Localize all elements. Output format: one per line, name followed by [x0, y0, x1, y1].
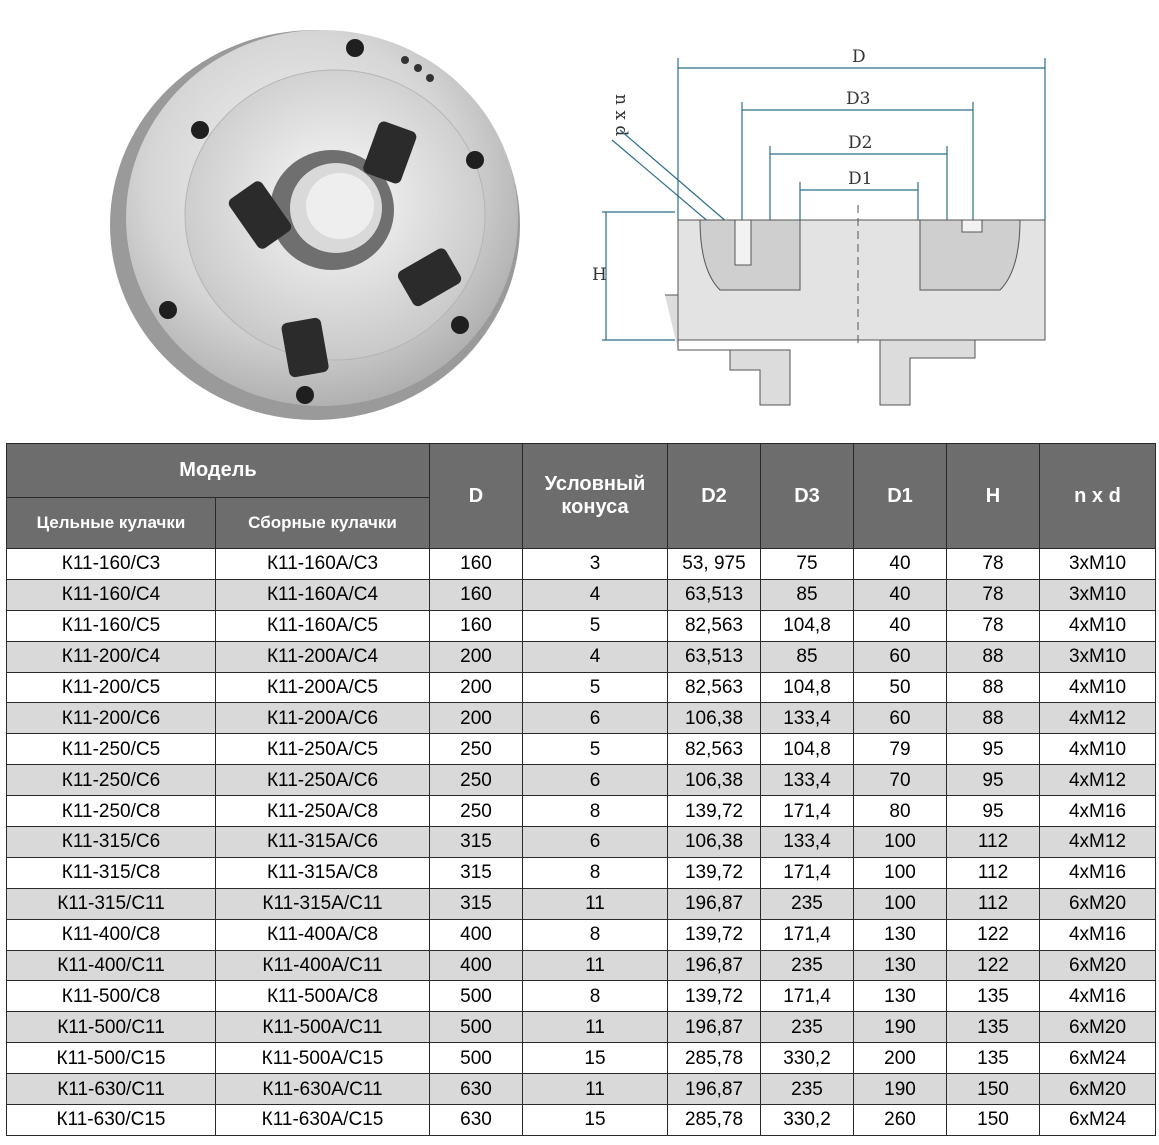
cell-H: 78	[947, 549, 1040, 580]
cell-H: 112	[947, 827, 1040, 858]
cell-D2: 139,72	[668, 857, 761, 888]
cell-nxd: 4хМ10	[1040, 734, 1156, 765]
cell-model-assembled: К11-200А/С4	[216, 641, 430, 672]
table-row	[7, 765, 1156, 796]
cell-D: 200	[430, 641, 523, 672]
table-row	[7, 610, 1156, 641]
cell-model-solid: К11-160/С3	[7, 549, 216, 580]
cell-cone: 3	[523, 549, 668, 580]
cell-D: 400	[430, 950, 523, 981]
cell-model-solid: К11-400/С11	[7, 950, 216, 981]
cell-nxd: 6хМ20	[1040, 950, 1156, 981]
table-row	[7, 1043, 1156, 1074]
cell-H: 78	[947, 610, 1040, 641]
cell-D: 160	[430, 549, 523, 580]
cell-H: 150	[947, 1074, 1040, 1105]
cell-D3: 171,4	[761, 796, 854, 827]
cell-D3: 133,4	[761, 827, 854, 858]
table-row	[7, 919, 1156, 950]
table-row	[7, 888, 1156, 919]
cell-D2: 63,513	[668, 641, 761, 672]
cell-D1: 79	[854, 734, 947, 765]
cell-model-assembled: К11-500А/С15	[216, 1043, 430, 1074]
cell-D: 315	[430, 857, 523, 888]
cell-H: 95	[947, 796, 1040, 827]
cell-cone: 8	[523, 857, 668, 888]
table-row	[7, 1012, 1156, 1043]
cell-nxd: 3хМ10	[1040, 641, 1156, 672]
cell-nxd: 4хМ12	[1040, 827, 1156, 858]
cell-nxd: 4хМ16	[1040, 857, 1156, 888]
cell-D1: 40	[854, 549, 947, 580]
header-D2: D2	[668, 444, 761, 549]
cell-cone: 5	[523, 610, 668, 641]
cell-D: 315	[430, 827, 523, 858]
cell-D2: 82,563	[668, 610, 761, 641]
cell-nxd: 4хМ12	[1040, 765, 1156, 796]
table-row	[7, 827, 1156, 858]
cell-model-assembled: К11-315А/С6	[216, 827, 430, 858]
cell-model-assembled: К11-200А/С6	[216, 703, 430, 734]
cell-model-solid: К11-630/С11	[7, 1074, 216, 1105]
cell-D: 400	[430, 919, 523, 950]
cell-model-solid: К11-500/С8	[7, 981, 216, 1012]
table-row	[7, 950, 1156, 981]
cell-cone: 6	[523, 765, 668, 796]
cell-H: 88	[947, 672, 1040, 703]
cell-model-solid: К11-400/С8	[7, 919, 216, 950]
cell-D2: 196,87	[668, 888, 761, 919]
cell-D1: 60	[854, 703, 947, 734]
cell-D2: 82,563	[668, 672, 761, 703]
cell-D3: 171,4	[761, 919, 854, 950]
cell-model-solid: К11-200/С5	[7, 672, 216, 703]
cell-model-solid: К11-500/С11	[7, 1012, 216, 1043]
cell-D2: 82,563	[668, 734, 761, 765]
cell-D: 630	[430, 1105, 523, 1136]
cell-D: 500	[430, 1012, 523, 1043]
cell-D: 160	[430, 610, 523, 641]
cell-nxd: 3хМ10	[1040, 549, 1156, 580]
cell-D1: 260	[854, 1105, 947, 1136]
table-row	[7, 641, 1156, 672]
cell-D1: 60	[854, 641, 947, 672]
cell-H: 112	[947, 888, 1040, 919]
cell-D1: 70	[854, 765, 947, 796]
cell-D2: 106,38	[668, 765, 761, 796]
cell-cone: 8	[523, 981, 668, 1012]
cell-D1: 100	[854, 888, 947, 919]
table-row	[7, 703, 1156, 734]
cell-D3: 330,2	[761, 1105, 854, 1136]
cell-cone: 8	[523, 796, 668, 827]
cell-cone: 11	[523, 888, 668, 919]
header-assembled-jaws: Сборные кулачки	[216, 498, 430, 549]
cell-H: 135	[947, 1012, 1040, 1043]
cell-D2: 285,78	[668, 1043, 761, 1074]
table-row	[7, 549, 1156, 580]
cell-model-solid: К11-160/С4	[7, 579, 216, 610]
cell-cone: 6	[523, 703, 668, 734]
cell-D1: 130	[854, 950, 947, 981]
lathe-chuck-photo	[100, 10, 520, 420]
cell-D3: 235	[761, 1012, 854, 1043]
cell-D2: 106,38	[668, 703, 761, 734]
cell-D: 630	[430, 1074, 523, 1105]
dimension-D3: D3	[846, 89, 871, 109]
cell-nxd: 6хМ20	[1040, 888, 1156, 919]
cell-cone: 15	[523, 1043, 668, 1074]
cell-D3: 104,8	[761, 672, 854, 703]
dimension-nxd: n x d	[611, 94, 631, 137]
cell-D1: 100	[854, 827, 947, 858]
cell-cone: 11	[523, 1074, 668, 1105]
cell-D3: 104,8	[761, 734, 854, 765]
table-row	[7, 579, 1156, 610]
cell-D: 200	[430, 672, 523, 703]
cell-D1: 50	[854, 672, 947, 703]
cell-model-solid: К11-315/С11	[7, 888, 216, 919]
dimension-H: H	[592, 265, 607, 285]
cell-model-assembled: К11-160А/С3	[216, 549, 430, 580]
header-solid-jaws: Цельные кулачки	[7, 498, 216, 549]
cell-D2: 285,78	[668, 1105, 761, 1136]
cell-cone: 5	[523, 672, 668, 703]
table-row	[7, 981, 1156, 1012]
cell-model-assembled: К11-500А/С8	[216, 981, 430, 1012]
cell-model-solid: К11-160/С5	[7, 610, 216, 641]
cell-D2: 196,87	[668, 1012, 761, 1043]
cell-H: 78	[947, 579, 1040, 610]
header-nxd: n x d	[1040, 444, 1156, 549]
header-model: Модель	[7, 444, 430, 498]
table-row	[7, 796, 1156, 827]
cell-cone: 11	[523, 950, 668, 981]
cell-D1: 200	[854, 1043, 947, 1074]
cell-D3: 104,8	[761, 610, 854, 641]
cell-model-solid: К11-315/С8	[7, 857, 216, 888]
cell-D2: 196,87	[668, 950, 761, 981]
cell-model-solid: К11-200/С6	[7, 703, 216, 734]
cell-model-solid: К11-250/С5	[7, 734, 216, 765]
table-row	[7, 1105, 1156, 1136]
table-row	[7, 734, 1156, 765]
cell-nxd: 6хМ24	[1040, 1105, 1156, 1136]
cell-model-solid: К11-250/С8	[7, 796, 216, 827]
cell-model-assembled: К11-160А/С5	[216, 610, 430, 641]
cell-D2: 139,72	[668, 981, 761, 1012]
cell-nxd: 4хМ12	[1040, 703, 1156, 734]
cell-model-assembled: К11-500А/С11	[216, 1012, 430, 1043]
cell-D3: 133,4	[761, 703, 854, 734]
header-D3: D3	[761, 444, 854, 549]
table-row	[7, 1074, 1156, 1105]
cell-D3: 235	[761, 950, 854, 981]
cell-model-assembled: К11-315А/С11	[216, 888, 430, 919]
header-D: D	[430, 444, 523, 549]
header-cone: Условный конуса	[523, 444, 668, 549]
cell-D2: 139,72	[668, 919, 761, 950]
cell-D1: 100	[854, 857, 947, 888]
cell-model-solid: К11-315/С6	[7, 827, 216, 858]
cell-model-assembled: К11-400А/С8	[216, 919, 430, 950]
cell-cone: 5	[523, 734, 668, 765]
cell-D: 250	[430, 765, 523, 796]
cell-model-solid: К11-500/С15	[7, 1043, 216, 1074]
table-row	[7, 672, 1156, 703]
cell-nxd: 4хМ16	[1040, 981, 1156, 1012]
cell-H: 88	[947, 703, 1040, 734]
table-body	[7, 549, 1156, 1136]
cell-nxd: 4хМ16	[1040, 919, 1156, 950]
cell-model-assembled: К11-250А/С5	[216, 734, 430, 765]
cell-cone: 6	[523, 827, 668, 858]
cell-nxd: 4хМ10	[1040, 672, 1156, 703]
cell-D: 500	[430, 1043, 523, 1074]
cell-model-solid: К11-200/С4	[7, 641, 216, 672]
cell-H: 95	[947, 765, 1040, 796]
cell-D3: 75	[761, 549, 854, 580]
cell-D1: 190	[854, 1074, 947, 1105]
cell-model-assembled: К11-315А/С8	[216, 857, 430, 888]
cell-D1: 40	[854, 610, 947, 641]
cell-nxd: 6хМ20	[1040, 1012, 1156, 1043]
cell-D3: 171,4	[761, 981, 854, 1012]
cell-D: 250	[430, 796, 523, 827]
cell-D3: 235	[761, 888, 854, 919]
cell-H: 88	[947, 641, 1040, 672]
cell-D1: 190	[854, 1012, 947, 1043]
cell-model-assembled: К11-160А/С4	[216, 579, 430, 610]
cell-H: 135	[947, 1043, 1040, 1074]
cell-cone: 11	[523, 1012, 668, 1043]
chuck-section-drawing	[590, 40, 1060, 420]
dimension-D1: D1	[848, 169, 873, 189]
cell-D3: 85	[761, 579, 854, 610]
cell-cone: 15	[523, 1105, 668, 1136]
cell-nxd: 6хМ24	[1040, 1043, 1156, 1074]
cell-D: 250	[430, 734, 523, 765]
cell-model-assembled: К11-630А/С15	[216, 1105, 430, 1136]
cell-H: 95	[947, 734, 1040, 765]
cell-D1: 80	[854, 796, 947, 827]
cell-D1: 130	[854, 981, 947, 1012]
dimension-D: D	[852, 47, 866, 67]
cell-H: 150	[947, 1105, 1040, 1136]
header-H: H	[947, 444, 1040, 549]
cell-D3: 133,4	[761, 765, 854, 796]
spec-table	[6, 443, 1156, 1136]
header-D1: D1	[854, 444, 947, 549]
cell-model-solid: К11-630/С15	[7, 1105, 216, 1136]
cell-D2: 139,72	[668, 796, 761, 827]
cell-nxd: 4хМ16	[1040, 796, 1156, 827]
cell-cone: 4	[523, 641, 668, 672]
cell-H: 112	[947, 857, 1040, 888]
cell-D: 500	[430, 981, 523, 1012]
dimension-D2: D2	[848, 133, 873, 153]
cell-cone: 4	[523, 579, 668, 610]
cell-H: 135	[947, 981, 1040, 1012]
cell-model-solid: К11-250/С6	[7, 765, 216, 796]
cell-D2: 63,513	[668, 579, 761, 610]
cell-cone: 8	[523, 919, 668, 950]
cell-D: 160	[430, 579, 523, 610]
cell-D2: 106,38	[668, 827, 761, 858]
cell-H: 122	[947, 919, 1040, 950]
cell-model-assembled: К11-250А/С8	[216, 796, 430, 827]
cell-D3: 330,2	[761, 1043, 854, 1074]
cell-nxd: 3хМ10	[1040, 579, 1156, 610]
cell-D2: 53, 975	[668, 549, 761, 580]
cell-model-assembled: К11-250А/С6	[216, 765, 430, 796]
cell-D3: 235	[761, 1074, 854, 1105]
cell-D: 315	[430, 888, 523, 919]
cell-D2: 196,87	[668, 1074, 761, 1105]
cell-model-assembled: К11-200А/С5	[216, 672, 430, 703]
cell-D: 200	[430, 703, 523, 734]
cell-D3: 171,4	[761, 857, 854, 888]
cell-D1: 40	[854, 579, 947, 610]
cell-model-assembled: К11-630А/С11	[216, 1074, 430, 1105]
cell-model-assembled: К11-400А/С11	[216, 950, 430, 981]
cell-nxd: 6хМ20	[1040, 1074, 1156, 1105]
cell-H: 122	[947, 950, 1040, 981]
cell-D3: 85	[761, 641, 854, 672]
cell-D1: 130	[854, 919, 947, 950]
table-row	[7, 857, 1156, 888]
cell-nxd: 4хМ10	[1040, 610, 1156, 641]
